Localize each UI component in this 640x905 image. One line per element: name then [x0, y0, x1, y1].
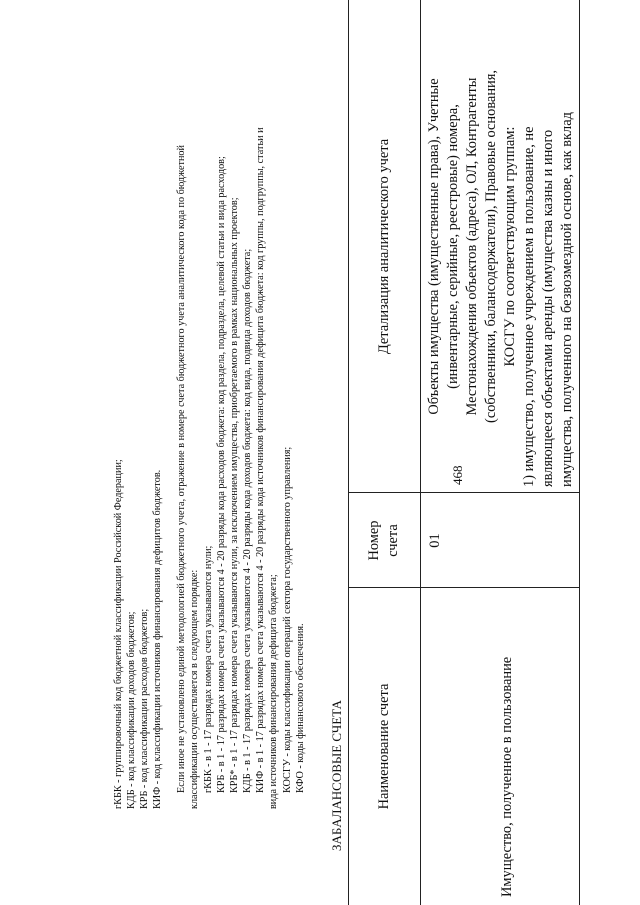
table-rule-header-bottom [420, 0, 421, 905]
rule-line: КОСГУ - коды классификации операций сектора государственного управления; [282, 446, 293, 793]
rule-line: КФО - коды финансового обеспечения. [295, 623, 306, 793]
rule-line: КРБ* - в 1 - 17 разрядах номера счета указываются нули, за исключением имущества, приобретаемого в рамках национальных проектов; [229, 197, 240, 793]
row-detail-line: Местонахождения объектов (адреса), ОЛ, Контрагенты [464, 77, 480, 416]
table-rule-top [348, 0, 349, 905]
intro-line: классификации осуществляется в следующем порядке: [189, 569, 200, 809]
row-account-name: Имущество, полученное в пользование [499, 656, 515, 897]
header-account-name: Наименование счета [376, 683, 392, 810]
page-number: 468 [450, 465, 465, 485]
header-account-number [365, 493, 402, 588]
definition-line: КРБ - код классификации расходов бюджетов; [139, 608, 150, 809]
row-detail-line: КОСГУ по соответствующим группам: [502, 126, 518, 367]
row-account-number: 01 [427, 533, 443, 548]
rule-line: вида источников финансирования дефицита бюджета; [268, 574, 279, 809]
rule-line: КИФ - в 1 - 17 разрядах номера счета указываются 4 - 20 разряды кода источников финансирования дефицита бюджета: код группы, подгруппы, статьи и [255, 127, 266, 793]
header-detail: Детализация аналитического учета [376, 138, 392, 355]
rule-line: гКБК - в 1 - 17 разрядах номера счета указываются нули; [203, 545, 214, 793]
header-number-line1: Номер [366, 520, 382, 561]
definition-line: гКБК - группировочный код бюджетной классификации Российской Федерации; [113, 459, 124, 809]
table-rule-right [579, 0, 580, 905]
row-detail-line: (инвентарные, серийные, реестровые) номера, [445, 104, 461, 389]
intro-line: Если иное не установлено единой методологией бюджетного учета, отражение в номере счета бюджетного учета аналитического кода по бюджетной [176, 145, 187, 793]
row-detail-line: 1) имущество, полученное учреждением в пользование, не [521, 126, 537, 487]
row-detail-line: (собственники, балансодержатели), Правовые основания, [483, 70, 499, 423]
header-number-line2: счета [384, 524, 401, 557]
rule-line: КДБ - в 1 - 17 разрядах номера счета указываются 4 - 20 разряды кода доходов бюджета: код вида, подвида доходов бюджета; [242, 248, 253, 793]
definition-line: КИФ - код классификации источников финансирования дефицитов бюджетов. [152, 469, 163, 809]
row-detail-line: являющееся объектами аренды (имущества казны и иного [540, 129, 556, 487]
definition-line: КДБ - код классификации доходов бюджетов; [126, 611, 137, 809]
rule-line: КРБ - в 1 - 17 разрядах номера счета указываются 4 - 20 разряды кода расходов бюджета: код раздела, подраздела, целевой статьи и вида расходов; [216, 156, 227, 793]
row-detail-line: Объекты имущества (имущественные права), Учетные [426, 78, 442, 415]
row-detail-line: имущества, полученного на безвозмездной основе, как вклад [559, 112, 575, 487]
section-title: ЗАБАЛАНСОВЫЕ СЧЕТА [329, 700, 344, 851]
